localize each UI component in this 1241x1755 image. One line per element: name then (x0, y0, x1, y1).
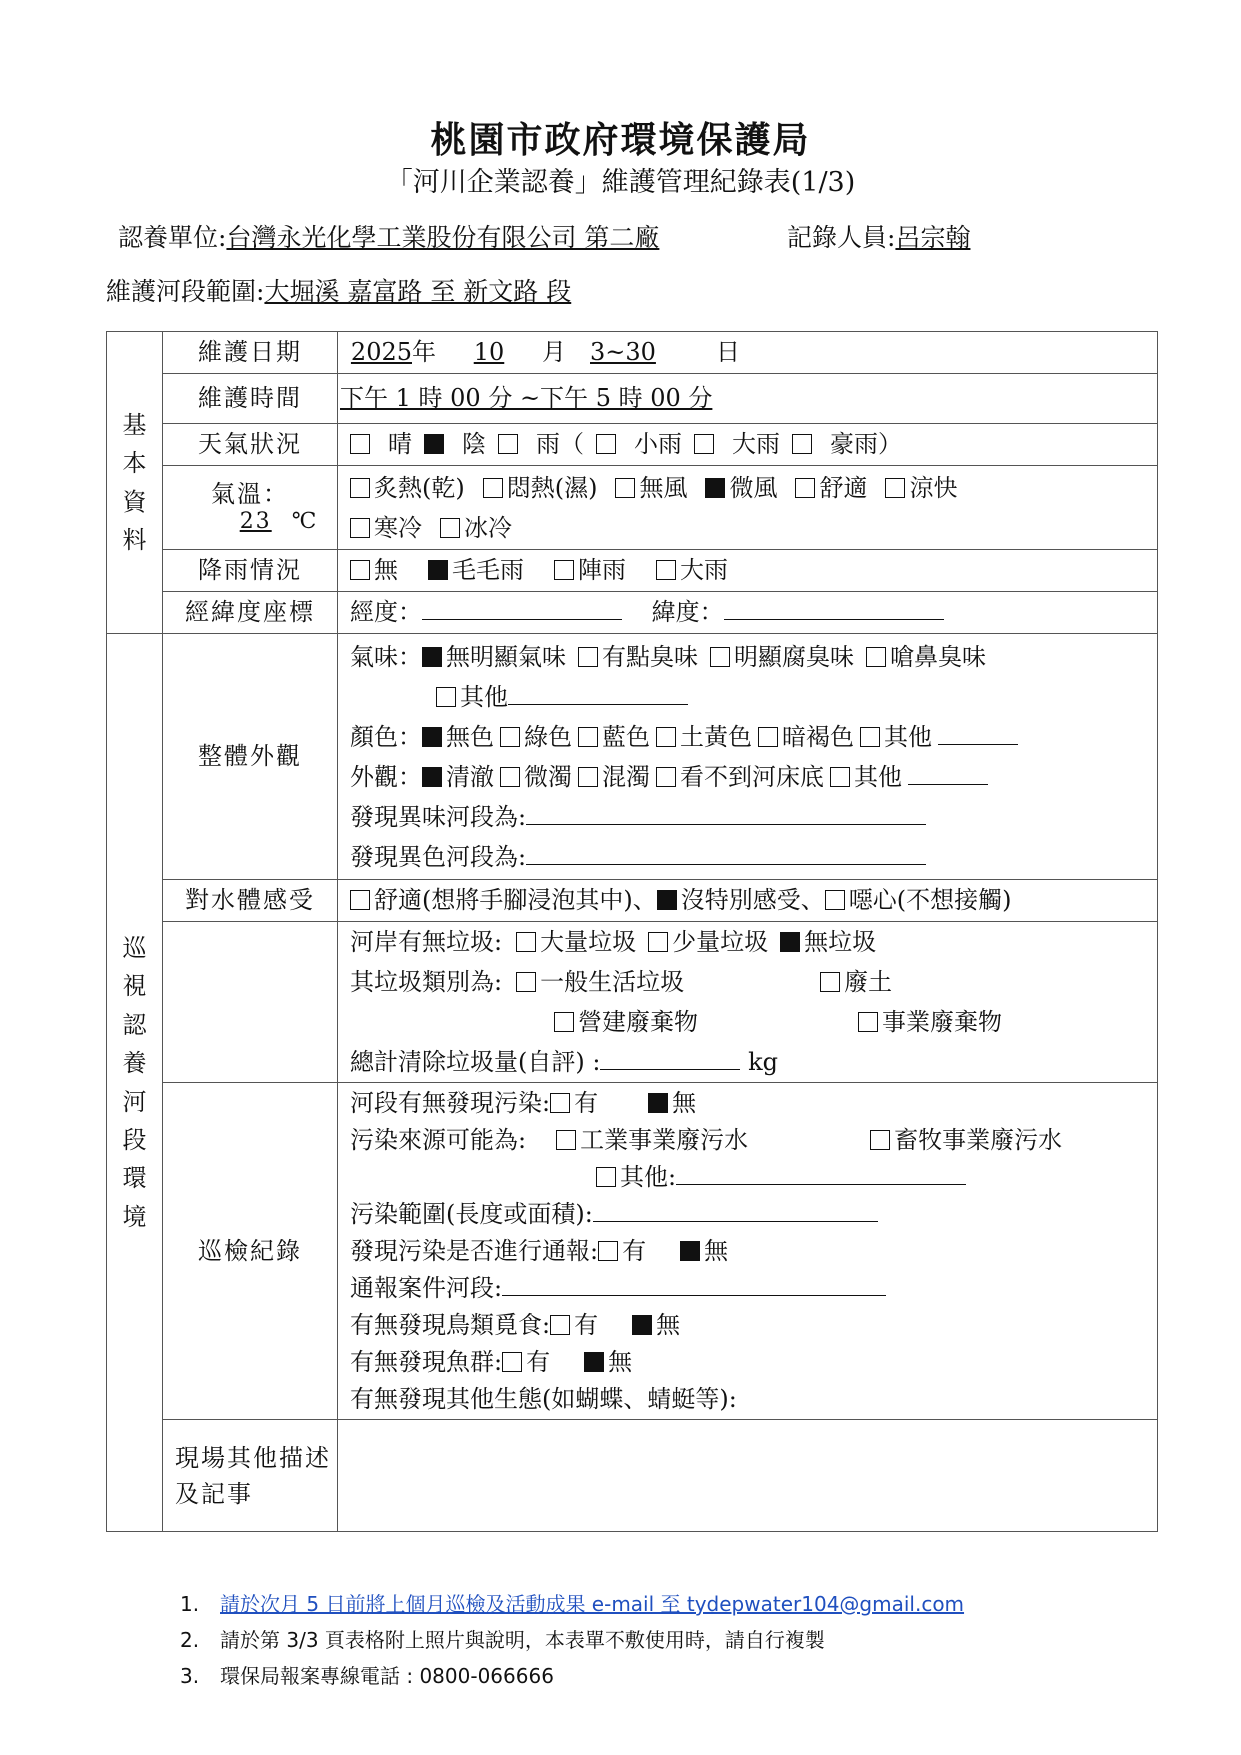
weather-label-6: 豪雨） (830, 430, 902, 459)
trash-total-label: 總計清除垃圾量(自評) : (350, 1048, 601, 1076)
smell-label-2: 有點臭味 (602, 642, 698, 671)
feel-label-2: 悶熱(濕) (506, 473, 598, 502)
feel-option-7[interactable] (350, 514, 422, 542)
color-other-input[interactable] (938, 743, 1018, 745)
fish-yes-checkbox[interactable] (502, 1352, 522, 1372)
color-label-6: 其他 (884, 722, 932, 751)
look-label-1: 清澈 (446, 762, 494, 791)
fish-yes-label: 有 (526, 1348, 551, 1376)
weather-label-4: 小雨 (634, 430, 682, 459)
trash-soil-label: 廢土 (844, 968, 893, 996)
color-label-2: 綠色 (524, 722, 572, 751)
temperature-cell (163, 466, 338, 550)
record-field (338, 1083, 1158, 1420)
color-row (350, 717, 1157, 757)
smell-option-1[interactable] (422, 643, 566, 671)
weather-option-1[interactable] (350, 430, 412, 458)
water-feel-checkbox-3[interactable] (825, 890, 845, 910)
pollution-range-input[interactable] (593, 1220, 878, 1222)
section-patrol-label (107, 634, 163, 1532)
other-eco-label: 有無發現其他生態(如蝴蝶、蜻蜓等): (350, 1385, 737, 1413)
range-label: 維護河段範圍: (106, 277, 265, 306)
recorder-label: 記錄人員: (787, 223, 896, 252)
coordinate-field (338, 592, 1158, 634)
feel-label-8: 冰冷 (464, 513, 512, 542)
feel-option-8[interactable] (440, 514, 512, 542)
weather-checkbox-1[interactable] (350, 434, 370, 454)
pollution-range-row (350, 1196, 1157, 1233)
trash-bank-label-2: 少量垃圾 (672, 928, 769, 956)
feel-label-3: 無風 (639, 473, 688, 502)
fish-no-checkbox[interactable] (584, 1352, 604, 1372)
look-option-3[interactable] (578, 763, 650, 791)
weather-checkbox-2[interactable] (424, 434, 444, 454)
feel-checkbox-1[interactable] (350, 478, 370, 498)
rain-label-1: 無 (374, 556, 398, 585)
look-option-1[interactable] (422, 763, 494, 791)
feel-option-5[interactable] (795, 474, 867, 502)
time-label: 維護時間 (163, 374, 338, 424)
pollution-found-label: 河段有無發現污染: (350, 1089, 551, 1117)
rain-label-4: 大雨 (680, 556, 728, 585)
water-feel-checkbox-2[interactable] (657, 890, 677, 910)
water-feel-option-2[interactable] (657, 886, 825, 914)
time-value: 下午 1 時 00 分 ~下午 5 時 00 分 (340, 384, 713, 413)
rain-label: 降雨情況 (163, 550, 338, 592)
weather-label-3: 雨（ (536, 430, 584, 459)
other-desc-label: 現場其他描述及記事 (163, 1420, 338, 1532)
weather-option-6[interactable] (792, 430, 902, 458)
temperature-value: 23 (239, 508, 272, 534)
trash-business-checkbox[interactable] (858, 1012, 878, 1032)
note-2-text: 請於第 3/3 頁表格附上照片與說明，本表單不敷使用時，請自行複製 (220, 1628, 825, 1652)
pollution-yes-checkbox[interactable] (550, 1093, 570, 1113)
note-1-number: 1. (180, 1592, 200, 1616)
appearance-label: 整體外觀 (163, 634, 338, 880)
weather-option-4[interactable] (596, 430, 682, 458)
coordinate-label: 經緯度座標 (163, 592, 338, 634)
rain-option-1[interactable] (350, 556, 398, 584)
time-field[interactable] (338, 374, 1158, 424)
color-checkbox-4[interactable] (656, 727, 676, 747)
report-yes-label: 有 (622, 1237, 647, 1265)
trash-general-checkbox[interactable] (516, 972, 536, 992)
recorder-line (787, 218, 970, 254)
smell-label: 氣味： (350, 642, 422, 671)
look-checkbox-5[interactable] (830, 767, 850, 787)
look-label-2: 微濁 (524, 762, 572, 791)
weather-label-5: 大雨 (732, 430, 780, 459)
other-eco-row (350, 1381, 1157, 1418)
weather-label-2: 陰 (462, 430, 486, 459)
color-option-5[interactable] (758, 723, 854, 751)
date-month: 10 (473, 338, 505, 367)
rain-options (338, 550, 1158, 592)
note-3 (180, 1658, 964, 1694)
temperature-label: 氣溫： (211, 479, 289, 508)
year-unit: 年 (412, 338, 436, 367)
water-feel-option-3[interactable] (825, 886, 1012, 914)
appearance-field (338, 634, 1158, 880)
feel-checkbox-4[interactable] (705, 478, 725, 498)
birds-label: 有無發現鳥類覓食: (350, 1311, 551, 1339)
document-subtitle: 「河川企業認養」維護管理紀錄表(1/3) (385, 167, 856, 198)
weather-label-1: 晴 (388, 430, 412, 459)
feel-checkbox-3[interactable] (615, 478, 635, 498)
weather-checkbox-4[interactable] (596, 434, 616, 454)
rain-option-2[interactable] (428, 556, 524, 584)
smell-checkbox-3[interactable] (710, 647, 730, 667)
report-no-checkbox[interactable] (680, 1241, 700, 1261)
trash-type-label: 其垃圾類別為: (350, 968, 503, 996)
feel-label-1: 炙熱(乾) (374, 473, 465, 502)
recorder-value: 呂宗翰 (895, 223, 971, 252)
look-label: 外觀： (350, 762, 422, 791)
adoption-unit-line (118, 218, 659, 254)
day-unit: 日 (716, 338, 740, 367)
color-option-1[interactable] (422, 723, 494, 751)
trash-soil-checkbox[interactable] (820, 972, 840, 992)
pollution-no-checkbox[interactable] (648, 1093, 668, 1113)
report-no-label: 無 (704, 1237, 729, 1265)
report-case-label: 通報案件河段: (350, 1274, 503, 1302)
color-section-label: 發現異色河段為: (350, 842, 527, 871)
weather-checkbox-3[interactable] (498, 434, 518, 454)
fish-row (350, 1344, 1157, 1381)
look-option-2[interactable] (500, 763, 572, 791)
odor-section-input[interactable] (526, 823, 926, 825)
color-label-1: 無色 (446, 722, 494, 751)
smell-option-4[interactable] (866, 643, 986, 671)
trash-total-row (350, 1042, 1157, 1082)
look-checkbox-1[interactable] (422, 767, 442, 787)
range-value: 大堀溪 嘉富路 至 新文路 段 (264, 277, 572, 306)
other-desc-field[interactable] (338, 1420, 1158, 1532)
source-industrial-label: 工業事業廢污水 (580, 1126, 749, 1154)
smell-other-input[interactable] (508, 703, 688, 705)
feel-checkbox-2[interactable] (483, 478, 503, 498)
smell-other-row (350, 677, 1157, 717)
weather-option-2[interactable] (424, 430, 486, 458)
longitude-input[interactable] (422, 618, 622, 620)
note-1-email-link[interactable]: 請於次月 5 日前將上個月巡檢及活動成果 e-mail 至 tydepwater104@gmail.com (220, 1592, 965, 1616)
water-feel-checkbox-1[interactable] (350, 890, 370, 910)
water-feel-option-1[interactable] (350, 886, 657, 914)
report-yes-checkbox[interactable] (598, 1241, 618, 1261)
look-other-input[interactable] (908, 783, 988, 785)
note-3-number: 3. (180, 1664, 200, 1688)
trash-bank-option-3[interactable] (780, 928, 876, 956)
look-option-4[interactable] (656, 763, 824, 791)
feel-option-6[interactable] (885, 474, 957, 502)
source-other-row (350, 1159, 1157, 1196)
rain-label-2: 毛毛雨 (452, 556, 524, 585)
feel-checkbox-7[interactable] (350, 518, 370, 538)
date-field[interactable] (338, 332, 1158, 374)
date-label: 維護日期 (163, 332, 338, 374)
pollution-range-label: 污染範圍(長度或面積): (350, 1200, 593, 1228)
trash-bank-checkbox-2[interactable] (648, 932, 668, 952)
note-1 (180, 1586, 964, 1622)
water-feel-label-1: 舒適(想將手腳浸泡其中)、 (374, 886, 657, 915)
source-livestock-checkbox[interactable] (870, 1130, 890, 1150)
feel-option-3[interactable] (615, 474, 687, 502)
report-row (350, 1233, 1157, 1270)
weather-label: 天氣狀況 (163, 424, 338, 466)
color-option-2[interactable] (500, 723, 572, 751)
trash-total-input[interactable] (600, 1068, 740, 1070)
smell-label-4: 嗆鼻臭味 (890, 642, 986, 671)
smell-checkbox-4[interactable] (866, 647, 886, 667)
birds-no-label: 無 (656, 1311, 681, 1339)
temperature-feel-options (338, 466, 1158, 550)
color-label: 顏色： (350, 722, 422, 751)
note-3-text: 環保局報案專線電話 : 0800-066666 (220, 1664, 554, 1688)
footer-notes (180, 1586, 964, 1694)
color-label-4: 土黃色 (680, 722, 752, 751)
source-livestock-label: 畜牧事業廢污水 (894, 1126, 1063, 1154)
color-checkbox-2[interactable] (500, 727, 520, 747)
smell-label-1: 無明顯氣味 (446, 642, 566, 671)
feel-label-6: 涼快 (909, 473, 958, 502)
birds-yes-checkbox[interactable] (550, 1315, 570, 1335)
patrol-vertical-text: 巡 視 認 養 河 段 環 境 (122, 933, 147, 1231)
source-other-label: 其他: (620, 1163, 677, 1191)
rain-checkbox-4[interactable] (656, 560, 676, 580)
rain-option-3[interactable] (554, 556, 626, 584)
feel-label-7: 寒冷 (374, 513, 422, 542)
report-case-input[interactable] (502, 1294, 886, 1296)
color-section-row (350, 837, 1157, 877)
color-checkbox-5[interactable] (758, 727, 778, 747)
feel-checkbox-6[interactable] (885, 478, 905, 498)
rain-checkbox-2[interactable] (428, 560, 448, 580)
source-industrial-checkbox[interactable] (556, 1130, 576, 1150)
smell-label-3: 明顯腐臭味 (734, 642, 854, 671)
pollution-source-label: 污染來源可能為: (350, 1126, 527, 1154)
birds-no-checkbox[interactable] (632, 1315, 652, 1335)
pollution-source-row (350, 1122, 1157, 1159)
smell-option-2[interactable] (578, 643, 698, 671)
trash-bank-label: 河岸有無垃圾: (350, 928, 503, 956)
trash-bank-option-1[interactable] (516, 928, 636, 956)
note-2-number: 2. (180, 1628, 200, 1652)
look-label-5: 其他 (854, 762, 902, 791)
color-section-input[interactable] (526, 863, 926, 865)
water-feel-options (338, 880, 1158, 922)
temperature-unit: ℃ (291, 508, 319, 534)
water-feel-label: 對水體感受 (163, 880, 338, 922)
water-feel-label-2: 沒特別感受、 (680, 886, 825, 915)
look-option-5[interactable] (830, 763, 902, 791)
feel-label-4: 微風 (729, 473, 778, 502)
unit-label: 認養單位: (118, 223, 227, 252)
color-checkbox-1[interactable] (422, 727, 442, 747)
rain-checkbox-1[interactable] (350, 560, 370, 580)
trash-label-cell (163, 922, 338, 1083)
pollution-yes-label: 有 (574, 1089, 599, 1117)
pollution-no-label: 無 (672, 1089, 697, 1117)
smell-row (350, 637, 1157, 677)
latitude-label: 緯度： (651, 598, 724, 627)
feel-checkbox-5[interactable] (795, 478, 815, 498)
trash-bank-label-3: 無垃圾 (804, 928, 877, 956)
date-day: 3~30 (590, 338, 656, 367)
month-unit: 月 (542, 338, 566, 367)
rain-option-4[interactable] (656, 556, 728, 584)
trash-field (338, 922, 1158, 1083)
look-checkbox-4[interactable] (656, 767, 676, 787)
trash-type-row-1 (350, 962, 1157, 1002)
color-label-3: 藍色 (602, 722, 650, 751)
pollution-found-row (350, 1085, 1157, 1122)
trash-bank-option-2[interactable] (648, 928, 768, 956)
color-checkbox-3[interactable] (578, 727, 598, 747)
fish-label: 有無發現魚群: (350, 1348, 503, 1376)
feel-option-1[interactable] (350, 474, 465, 502)
color-option-3[interactable] (578, 723, 650, 751)
smell-other-label: 其他 (460, 682, 508, 711)
odor-section-row (350, 797, 1157, 837)
odor-section-label: 發現異味河段為: (350, 802, 527, 831)
record-form-table (106, 331, 1158, 1532)
longitude-label: 經度： (350, 598, 422, 627)
look-row (350, 757, 1157, 797)
trash-bank-row (350, 922, 1157, 962)
latitude-input[interactable] (724, 618, 944, 620)
birds-row (350, 1307, 1157, 1344)
weather-option-3[interactable] (498, 430, 584, 458)
date-year: 2025 (350, 338, 412, 367)
note-2 (180, 1622, 964, 1658)
smell-other-checkbox[interactable] (436, 687, 456, 707)
color-option-4[interactable] (656, 723, 752, 751)
trash-type-row-2 (350, 1002, 1157, 1042)
color-label-5: 暗褐色 (782, 722, 854, 751)
birds-yes-label: 有 (574, 1311, 599, 1339)
trash-construction-checkbox[interactable] (554, 1012, 574, 1032)
document-title: 桃園市政府環境保護局 (430, 119, 811, 161)
weather-checkbox-6[interactable] (792, 434, 812, 454)
rain-label-3: 陣雨 (578, 556, 626, 585)
feel-checkbox-8[interactable] (440, 518, 460, 538)
water-feel-label-3: 噁心(不想接觸) (848, 886, 1012, 915)
smell-checkbox-1[interactable] (422, 647, 442, 667)
smell-checkbox-2[interactable] (578, 647, 598, 667)
smell-option-3[interactable] (710, 643, 854, 671)
rain-checkbox-3[interactable] (554, 560, 574, 580)
look-label-4: 看不到河床底 (680, 762, 824, 791)
unit-value: 台灣永光化學工業股份有限公司 第二廠 (226, 223, 660, 252)
feel-option-2[interactable] (483, 474, 598, 502)
trash-bank-checkbox-3[interactable] (780, 932, 800, 952)
report-label: 發現污染是否進行通報: (350, 1237, 599, 1265)
basic-vertical-text: 基 本 資 料 (122, 410, 147, 554)
trash-bank-checkbox-1[interactable] (516, 932, 536, 952)
weather-options (338, 424, 1158, 466)
look-checkbox-3[interactable] (578, 767, 598, 787)
section-basic-label (107, 332, 163, 634)
source-other-checkbox[interactable] (596, 1167, 616, 1187)
trash-business-label: 事業廢棄物 (882, 1008, 1002, 1036)
trash-construction-label: 營建廢棄物 (578, 1008, 698, 1036)
feel-option-4[interactable] (705, 474, 777, 502)
color-option-6[interactable] (860, 723, 932, 751)
look-label-3: 混濁 (602, 762, 650, 791)
source-other-input[interactable] (676, 1183, 966, 1185)
color-checkbox-6[interactable] (860, 727, 880, 747)
look-checkbox-2[interactable] (500, 767, 520, 787)
record-label: 巡檢紀錄 (163, 1083, 338, 1420)
report-case-row (350, 1270, 1157, 1307)
fish-no-label: 無 (608, 1348, 633, 1376)
trash-bank-label-1: 大量垃圾 (540, 928, 637, 956)
trash-general-label: 一般生活垃圾 (540, 968, 685, 996)
river-range-line (106, 272, 571, 308)
feel-label-5: 舒適 (819, 473, 868, 502)
weather-checkbox-5[interactable] (694, 434, 714, 454)
weather-option-5[interactable] (694, 430, 780, 458)
trash-total-unit: kg (748, 1048, 778, 1076)
